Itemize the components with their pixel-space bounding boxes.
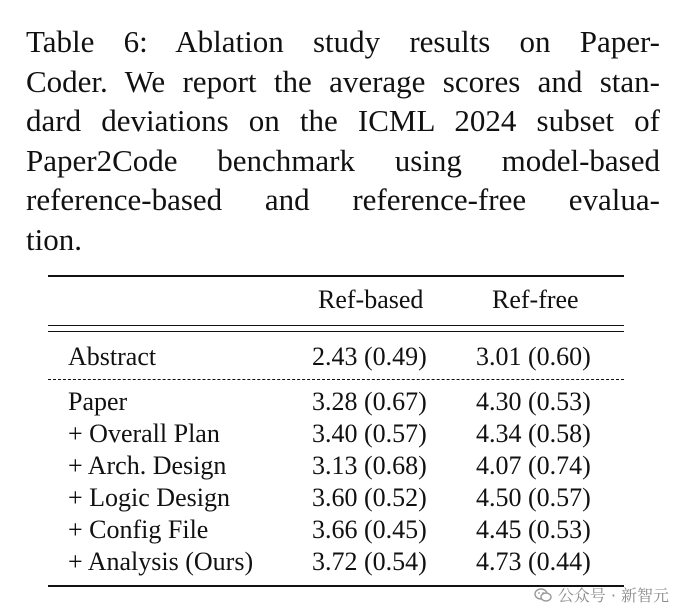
baseline-ref-based: 2.43 (0.49) [312,342,427,371]
table-caption [26,22,660,259]
row-ref-based: 3.28 (0.67) [312,387,427,416]
header-ref-free: Ref-free [492,285,579,314]
row-ref-free: 4.34 (0.58) [476,419,591,448]
row-method: + Config File [68,515,209,544]
caption-line: Paper2Code benchmark using model-based [26,142,660,178]
row-method: Paper [68,387,128,416]
row-ref-based: 3.72 (0.54) [312,547,427,576]
table-top-rule [48,275,624,277]
caption-line: Table 6: Ablation study results on Paper- [26,24,660,59]
row-ref-based: 3.60 (0.52) [312,483,427,512]
baseline-method: Abstract [68,342,157,371]
row-ref-free: 4.07 (0.74) [476,451,591,480]
row-method: + Analysis (Ours) [68,547,254,576]
row-ref-based: 3.66 (0.45) [312,515,427,544]
baseline-ref-free: 3.01 (0.60) [476,342,591,371]
caption-line: reference-based and reference-free evalua- [26,182,660,217]
header-double-rule-top [48,325,624,326]
header-double-rule-bottom [48,331,624,332]
row-ref-free: 4.50 (0.57) [476,483,591,512]
row-ref-based: 3.13 (0.68) [312,451,427,480]
caption-line: Coder. We report the average scores and stan- [26,63,660,99]
wechat-icon [534,586,552,604]
row-ref-based: 3.40 (0.57) [312,419,427,448]
watermark [534,583,669,606]
caption-line: tion. [26,221,82,257]
baseline-dashed-rule [48,379,624,380]
row-ref-free: 4.73 (0.44) [476,547,591,576]
row-ref-free: 4.30 (0.53) [476,387,591,416]
watermark-text: 公众号 · 新智元 [557,586,669,605]
row-method: + Logic Design [68,483,230,512]
header-ref-based: Ref-based [318,285,424,314]
row-method: + Arch. Design [68,451,227,480]
row-method: + Overall Plan [68,419,220,448]
row-ref-free: 4.45 (0.53) [476,515,591,544]
caption-line: dard deviations on the ICML 2024 subset of [26,103,660,138]
